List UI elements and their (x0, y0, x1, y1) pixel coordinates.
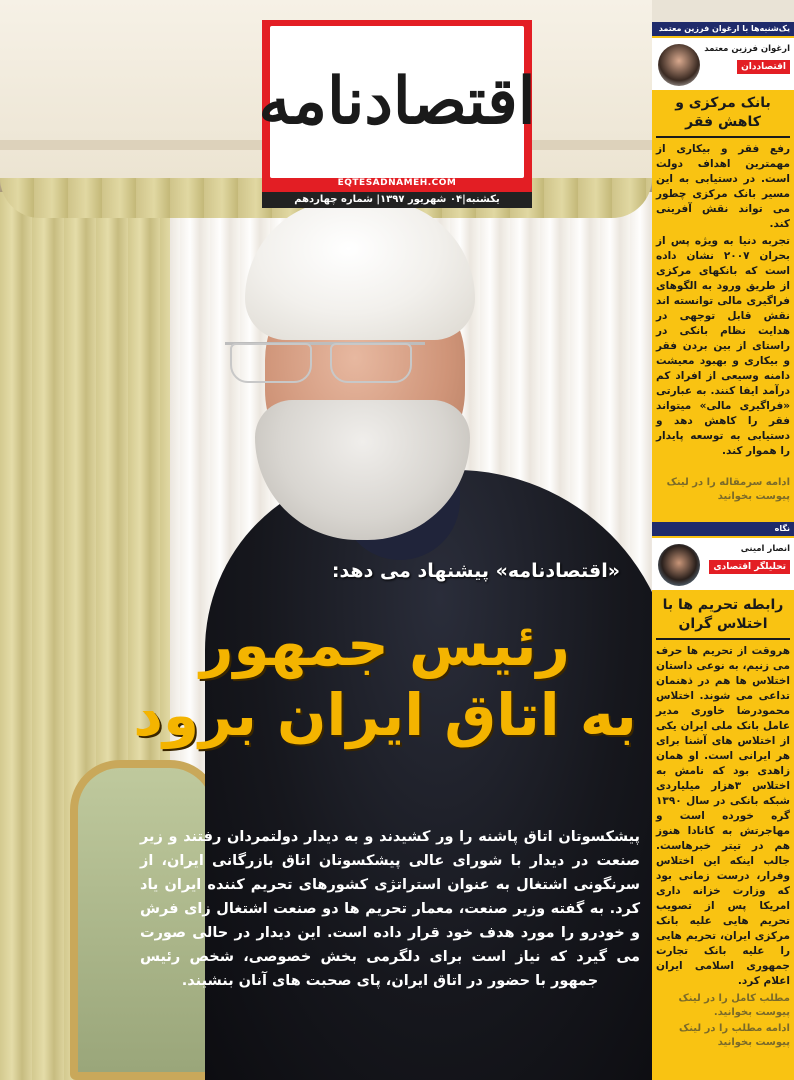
column1-body: تجربه دنیا به ویژه پس از بحران ۲۰۰۷ نشان داده است که بانکهای مرکزی از طریق ورود به الگوهای فراگیری مالی توانسته اند نقش قابل توجهی در هدایت نظام بانکی در راستای از بین بردن فقر و بیکاری و بهبود معیشت دامنه وسیعی از افراد کم درآمد ایفا کنند. به عبارتی «فراگیری مالی» میتواند فقر را کاهش دهد و دستیابی به توسعه پایدار را هموار کند. (656, 235, 790, 457)
headline-kicker: «اقتصادنامه» پیشنهاد می دهد: (331, 560, 620, 582)
column2-author-box (652, 538, 794, 590)
column1-more-link[interactable]: ادامه سرمقاله را در لینک پیوست بخوانید (666, 477, 790, 502)
headline-line-1: رئیس جمهور (200, 611, 570, 679)
column2-more-link[interactable]: ادامه مطلب را در لینک پیوست بخوانید (678, 1023, 790, 1048)
column1-author-name: ارغوان فرزین معتمد (704, 44, 790, 54)
column2-title: رابطه تحریم ها با اختلاس گران (662, 597, 784, 632)
logo-panel (258, 26, 536, 178)
column2-tag: نگاه (652, 522, 794, 536)
column2-body: هروقت از تحریم ها حرف می زنیم، به نوعی داستان اختلاس ها هم در ذهنمان تداعی می شوند. اختلاس محمودرضا خاوری مدیر عامل بانک ملی ایران یکی از اختلاس های آشنا برای هر ایرانی است. او همان زاهدی بود که نامش به اختلاس ۳هزار میلیاردی شبکه بانکی در سال ۱۳۹۰ گره خورده است و مهاجرتش به کانادا هنوز هم در تیتر خبرهاست. جالب اینکه این اختلاس وفرار، درست زمانی بود که وزارت خزانه داری امریکا پس از تصویب تحریم هایی علیه بانک مرکزی ایران، تحریم هایی را علیه بانک تجارت جمهوری اسلامی ایران اعلام کرد. (656, 645, 790, 987)
column1-author-avatar (658, 44, 700, 86)
masthead (258, 20, 536, 208)
sidebar-column (652, 22, 794, 1080)
column1-rule (656, 136, 790, 138)
column1-author-role: اقتصاددان (737, 60, 790, 74)
column1-author-box (652, 38, 794, 90)
column2-author-role: تحلیلگر اقتصادی (709, 560, 790, 574)
column1-tag: یک‌شنبه‌ها با ارغوان فرزین معتمد (652, 22, 794, 36)
newspaper-logo: اقتصادنامه (258, 64, 536, 139)
photo-person-glasses (225, 342, 425, 382)
lead-paragraph: پیشکسوتان اتاق پاشنه را ور کشیدند و به دیدار دولتمردان رفتند و زیر صنعت در دیدار با شورای عالی پیشکسوتان اتاق بازرگانی ایران، از سرنگونی اشتغال به عنوان استراتژی کشورهای تحریم کننده ایران یاد کرد. به گفته وزیر صنعت، معمار تحریم ها دو صنعت اشتغال زای فرش و خودرو را مورد هدف خود قرار داده است. این دیدار در حالی صورت می گیرد که نیاز است برای دلگرمی بخش خصوصی، شخص رئیس جمهور با حضور در اتاق ایران، پای صحبت های آنان بنشیند. (140, 829, 640, 989)
column2-author-avatar (658, 544, 700, 586)
column1-title: بانک مرکزی و کاهش فقر (675, 95, 771, 130)
website-url: EQTESADNAMEH.COM (337, 178, 457, 188)
column2-full-link[interactable]: مطلب کامل را در لینک پیوست بخوانید. (678, 993, 790, 1018)
column1-intro: رفع فقر و بیکاری از مهمترین اهداف دولت است. در دستیابی به این مسیر بانک مرکزی چطور می تواند نقش آفرینی کند. (656, 143, 790, 230)
issue-date-line: یکشنبه|۰۴ شهریور ۱۳۹۷| شماره چهاردهم (262, 192, 532, 208)
column2-author-name: انصار امینی (740, 544, 790, 554)
main-headline (130, 610, 640, 750)
column2-rule (656, 638, 790, 640)
headline-line-2: به اتاق ایران برود (133, 681, 637, 749)
